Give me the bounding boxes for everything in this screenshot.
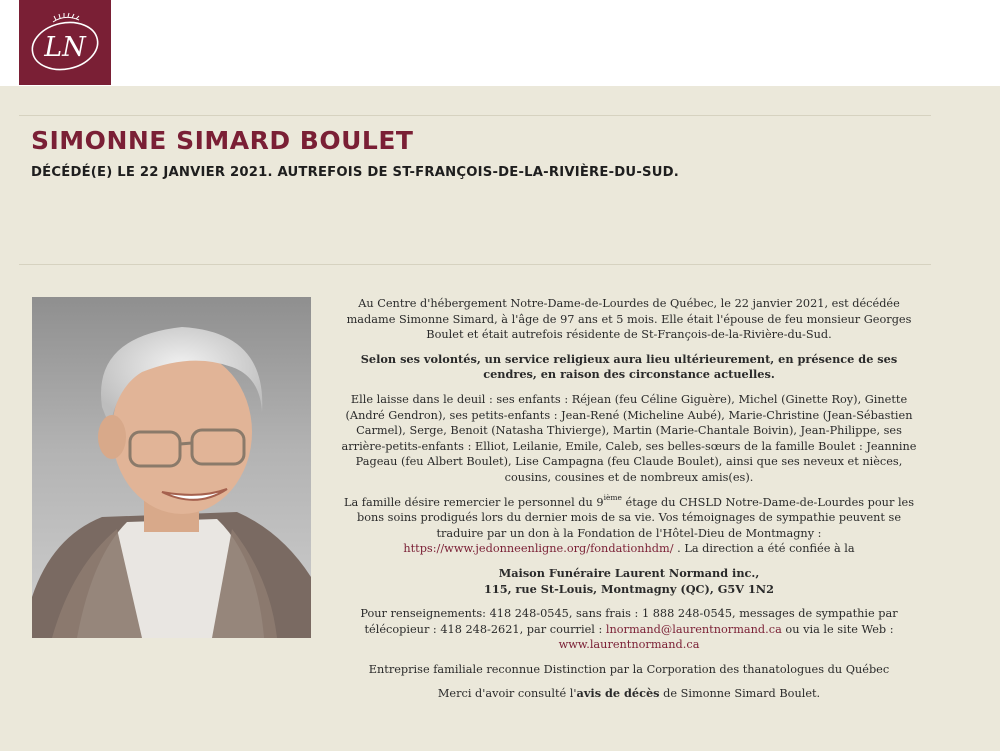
top-divider <box>19 115 931 116</box>
paragraph-survivors: Elle laisse dans le deuil : ses enfants : Réjean (feu Céline Giguère), Michel (Ginette Roy), Ginette (André Gendron), ses petits-enfants : Jean-René (Micheline Aubé), Marie-Christine (Jean-Sébastien Carmel), Serge, Benoit (Natasha Thivierge), Martin (Marie-Chantale Boivin), Jean-Philippe, ses arrière-petits-enfants : Elliot, Leilanie, Emile, Caleb, ses belles-sœurs de la famille Boulet : Jeannine Pageau (feu Albert Boulet), Lise Campagna (feu Claude Boulet), ainsi que ses neveux et nièces, cousins, cousines et de nombreux amis(es). <box>341 392 917 484</box>
paragraph-thanks: La famille désire remercier le personnel du 9ième étage du CHSLD Notre-Dame-de-Lourdes pour les bons soins prodigués lors du dernier mois de sa vie. Vos témoignages de sympathie peuvent se traduire par un don à la Fondation de l'Hôtel-Dieu de Montmagny : https://www.jedonneenligne.org/fondationhdm/ . La direction a été confiée à la <box>343 492 915 556</box>
logo-emblem-icon <box>25 8 105 78</box>
paragraph-service: Selon ses volontés, un service religieux aura lieu ultérieurement, en présence de ses cendres, en raison des circonstance actuelles. <box>360 351 898 382</box>
paragraph-contact: Pour renseignements: 418 248-0545, sans frais : 1 888 248-0545, messages de sympathie par télécopieur : 418 248-2621, par courriel : lnormand@laurentnormand.ca ou via le site Web : www.laurentnormand.ca <box>360 607 898 652</box>
section-divider <box>19 264 931 265</box>
obituary-text <box>336 296 922 711</box>
paragraph-distinction: Entreprise familiale reconnue Distinction par la Corporation des thanatologues du Québec <box>368 662 890 676</box>
logo[interactable] <box>19 0 111 85</box>
obituary-subtitle: DÉCÉDÉ(E) LE 22 JANVIER 2021. AUTREFOIS DE ST-FRANÇOIS-DE-LA-RIVIÈRE-DU-SUD. <box>31 165 679 180</box>
donation-link[interactable]: https://www.jedonneenligne.org/fondationhdm/ <box>403 542 674 556</box>
email-link[interactable]: lnormand@laurentnormand.ca <box>605 622 782 636</box>
paragraph-death-notice: Au Centre d'hébergement Notre-Dame-de-Lourdes de Québec, le 22 janvier 2021, est décédée madame Simonne Simard, à l'âge de 97 ans et 5 mois. Elle était l'épouse de feu monsieur Georges Boulet et était autrefois résidente de St-François-de-la-Rivière-du-Sud. <box>346 297 912 342</box>
header-bar <box>0 0 1000 86</box>
website-link[interactable]: www.laurentnormand.ca <box>558 638 700 652</box>
funeral-home-info: Maison Funéraire Laurent Normand inc., 115, rue St-Louis, Montmagny (QC), G5V 1N2 <box>483 565 774 596</box>
svg-text:LN: LN <box>44 31 86 63</box>
page-title: SIMONNE SIMARD BOULET <box>31 126 414 155</box>
paragraph-closing: Merci d'avoir consulté l'avis de décès de Simonne Simard Boulet. <box>437 686 821 701</box>
portrait-photo <box>32 297 311 638</box>
